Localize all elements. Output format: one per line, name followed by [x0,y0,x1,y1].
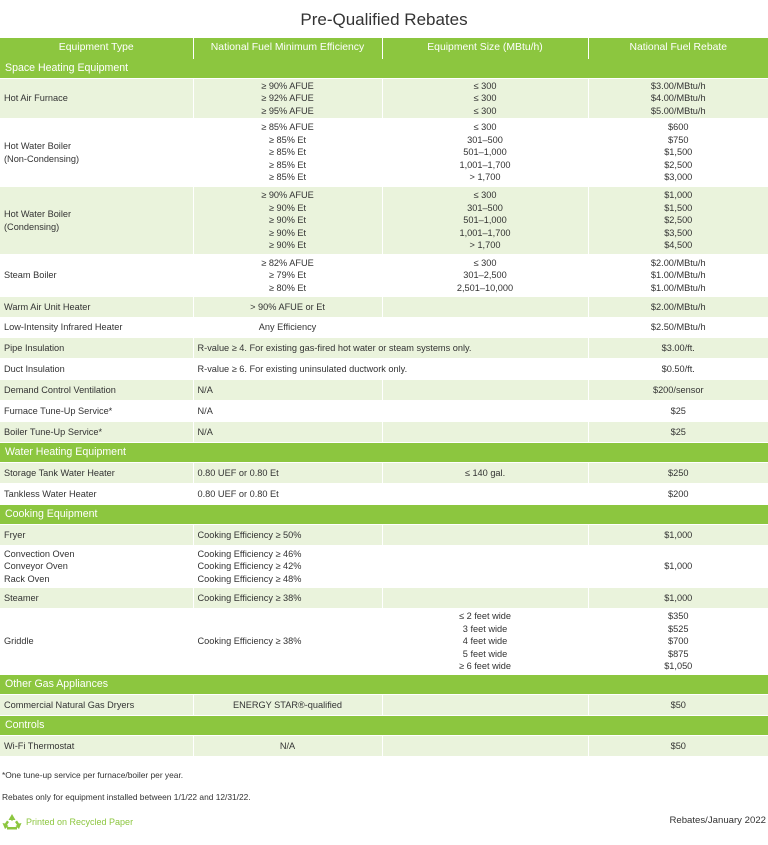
cell-line: $200/sensor [652,384,704,395]
footnote-install-dates: Rebates only for equipment installed between 1/1/22 and 12/31/22. [2,792,251,802]
cell-line: > 90% AFUE or Et [250,301,325,312]
cell-line: Wi-Fi Thermostat [4,740,75,751]
table-row [0,736,768,757]
efficiency-cell [193,318,382,338]
cell-line: Cooking Efficiency ≥ 46% [197,548,302,559]
cell-line: $250 [668,467,689,478]
equipment-size-cell [382,609,588,675]
equipment-type-cell [0,422,193,443]
cell-line: $200 [668,488,689,499]
equipment-type-cell [0,79,193,119]
equipment-size-cell [382,422,588,443]
table-row [0,525,768,546]
equipment-type-cell [0,525,193,546]
cell-line: Cooking Efficiency ≥ 42% [197,561,302,572]
table-row [0,546,768,588]
efficiency-note-cell: R-value ≥ 6. For existing uninsulated ductwork only. [193,359,588,380]
rebate-cell [588,338,768,359]
footnote-tune-up: *One tune-up service per furnace/boiler per year. [2,770,184,780]
rebate-cell [588,79,768,119]
cell-line: ≥ 85% Et [268,159,307,170]
equipment-type-cell [0,463,193,484]
cell-line: $350 [668,611,689,622]
cell-line: $25 [670,405,686,416]
efficiency-cell [193,255,382,297]
cell-line: ≥ 85% Et [268,172,307,183]
recycle-icon [2,813,22,831]
table-row [0,463,768,484]
equipment-size-cell [382,318,588,338]
header-equipment-size: Equipment Size (MBtu/h) [382,38,588,59]
rebate-cell [588,609,768,675]
equipment-size-cell [382,546,588,588]
equipment-size-cell [382,255,588,297]
cell-line: > 1,700 [469,240,501,251]
cell-line: $1,500 [664,202,693,213]
cell-line: ≥ 90% Et [268,240,307,251]
rebate-cell [588,380,768,401]
rebate-cell [588,484,768,505]
section-header [0,716,768,736]
table-row [0,609,768,675]
cell-line: $50 [670,740,686,751]
table-row [0,255,768,297]
efficiency-cell [193,297,382,318]
cell-line: $700 [668,636,689,647]
equipment-type-cell [0,546,193,588]
cell-line: ≥ 90% AFUE [261,190,314,201]
cell-line: N/A [279,740,296,751]
cell-line: $3.00/MBtu/h [650,80,706,91]
efficiency-cell: Cooking Efficiency ≥ 38% [193,609,382,675]
cell-line: $2.50/MBtu/h [650,322,706,333]
cell-line: Commercial Natural Gas Dryers [4,699,135,710]
cell-line: Fryer [4,529,26,540]
rebate-cell [588,297,768,318]
cell-line: ≥ 82% AFUE [261,257,314,268]
cell-line: ≥ 90% Et [268,215,307,226]
section-header [0,675,768,695]
cell-line: Hot Water Boiler [4,140,72,151]
equipment-type-cell [0,297,193,318]
cell-line: ≤ 300 [473,257,497,268]
equipment-size-cell [382,736,588,757]
cell-line: Demand Control Ventilation [4,384,116,395]
cell-line: Cooking Efficiency ≥ 48% [197,573,302,584]
cell-line: 2,501–10,000 [456,282,514,293]
equipment-size-cell [382,463,588,484]
rebates-table [0,38,768,757]
table-row [0,297,768,318]
cell-line: Any Efficiency [258,322,317,333]
cell-line: $1.00/MBtu/h [650,270,706,281]
table-body [0,59,768,757]
rebate-cell [588,695,768,716]
cell-line: ≤ 300 [473,122,497,133]
equipment-type-cell [0,119,193,187]
cell-line: $1.00/MBtu/h [650,282,706,293]
rebate-cell [588,187,768,255]
equipment-size-cell [382,525,588,546]
cell-line: ≥ 79% Et [268,270,307,281]
cell-line: Griddle [4,636,34,647]
cell-line: Tankless Water Heater [4,488,97,499]
rebate-cell [588,359,768,380]
table-header-row [0,38,768,59]
page-title: Pre-Qualified Rebates [300,10,468,29]
cell-line: ≤ 300 [473,190,497,201]
equipment-size-cell [382,695,588,716]
cell-line: $50 [670,699,686,710]
cell-line: ≥ 80% Et [268,282,307,293]
cell-line: 1,001–1,700 [459,159,511,170]
recycled-paper-note [2,813,133,831]
cell-line: $2,500 [664,159,693,170]
cell-line: $5.00/MBtu/h [650,105,706,116]
efficiency-cell [193,79,382,119]
cell-line: ≤ 2 feet wide [458,611,512,622]
efficiency-cell: N/A [193,422,382,443]
cell-line: $600 [668,122,689,133]
rebate-cell [588,422,768,443]
section-title: Space Heating Equipment [0,59,768,79]
cell-line: $2.00/MBtu/h [650,301,706,312]
equipment-size-cell [382,79,588,119]
equipment-type-cell [0,588,193,609]
cell-line: $2.00/MBtu/h [650,257,706,268]
cell-line: > 1,700 [469,172,501,183]
table-row [0,588,768,609]
document-mark: Rebates/January 2022 [669,815,766,826]
cell-line: Duct Insulation [4,363,65,374]
equipment-size-cell [382,588,588,609]
equipment-size-cell [382,401,588,422]
cell-line: $1,500 [664,147,693,158]
table-row [0,422,768,443]
cell-line: $2,500 [664,215,693,226]
table-row [0,318,768,338]
cell-line: $25 [670,426,686,437]
cell-line: ≥ 90% AFUE [261,80,314,91]
efficiency-cell: 0.80 UEF or 0.80 Et [193,484,382,505]
table-row [0,695,768,716]
cell-line: ≤ 300 [473,93,497,104]
cell-line: ≤ 300 [473,105,497,116]
cell-line: ≥ 85% Et [268,147,307,158]
rebate-cell [588,401,768,422]
rebate-cell [588,119,768,187]
equipment-type-cell [0,338,193,359]
cell-line: Furnace Tune-Up Service* [4,405,113,416]
cell-line: $3,500 [664,227,693,238]
cell-line: $0.50/ft. [661,363,695,374]
cell-line: Conveyor Oven [4,561,68,572]
table-row [0,380,768,401]
cell-line: Rack Oven [4,573,50,584]
cell-line: Boiler Tune-Up Service* [4,426,103,437]
section-header [0,443,768,463]
equipment-type-cell [0,380,193,401]
cell-line: ≥ 92% AFUE [261,93,314,104]
table-row [0,484,768,505]
table-row [0,359,768,380]
cell-line: ≤ 300 [473,80,497,91]
cell-line: 4 feet wide [462,636,508,647]
cell-line: 501–1,000 [463,147,507,158]
cell-line: $4.00/MBtu/h [650,93,706,104]
table-row [0,338,768,359]
cell-line: $1,000 [664,561,693,572]
section-header [0,505,768,525]
cell-line: 301–500 [467,134,503,145]
cell-line: Hot Water Boiler [4,208,72,219]
cell-line: $525 [668,623,689,634]
rebate-cell [588,588,768,609]
cell-line: 3 feet wide [462,623,508,634]
section-title: Controls [0,716,768,736]
table-row [0,79,768,119]
equipment-size-cell [382,484,588,505]
table-row [0,119,768,187]
equipment-type-cell [0,695,193,716]
rebate-cell [588,525,768,546]
equipment-type-cell [0,318,193,338]
section-title: Water Heating Equipment [0,443,768,463]
section-title: Other Gas Appliances [0,675,768,695]
cell-line: ≥ 85% Et [268,134,307,145]
cell-line: ENERGY STAR®-qualified [232,699,343,710]
equipment-type-cell [0,736,193,757]
efficiency-cell: Cooking Efficiency ≥ 38% [193,588,382,609]
equipment-type-cell [0,359,193,380]
efficiency-cell [193,187,382,255]
cell-line: 501–1,000 [463,215,507,226]
equipment-type-cell [0,609,193,675]
header-rebate: National Fuel Rebate [588,38,768,59]
cell-line: $4,500 [664,240,693,251]
cell-line: $1,000 [664,190,693,201]
rebate-cell [588,736,768,757]
cell-line: ≥ 90% Et [268,202,307,213]
cell-line: 5 feet wide [462,648,508,659]
equipment-type-cell [0,187,193,255]
cell-line: Warm Air Unit Heater [4,301,91,312]
cell-line: Low-Intensity Infrared Heater [4,322,123,333]
efficiency-cell: N/A [193,380,382,401]
section-header [0,59,768,79]
cell-line: Convection Oven [4,548,75,559]
equipment-size-cell [382,380,588,401]
equipment-size-cell [382,187,588,255]
cell-line: $3,000 [664,172,693,183]
rebate-cell [588,463,768,484]
efficiency-cell [193,119,382,187]
cell-line: Hot Air Furnace [4,93,68,104]
cell-line: $3.00/ft. [661,342,695,353]
cell-line: $1,000 [664,529,693,540]
rebate-cell [588,255,768,297]
cell-line: 301–500 [467,202,503,213]
cell-line: ≥ 6 feet wide [458,661,512,672]
cell-line: ≥ 85% AFUE [261,122,314,133]
header-equipment-type: Equipment Type [0,38,193,59]
cell-line: Storage Tank Water Heater [4,467,115,478]
equipment-type-cell [0,401,193,422]
efficiency-cell [193,546,382,588]
efficiency-cell [193,695,382,716]
efficiency-cell [193,736,382,757]
cell-line: 1,001–1,700 [459,227,511,238]
efficiency-cell: 0.80 UEF or 0.80 Et [193,463,382,484]
cell-line: $1,050 [664,661,693,672]
cell-line: Steamer [4,592,39,603]
table-row [0,401,768,422]
cell-line: $750 [668,134,689,145]
cell-line: $1,000 [664,592,693,603]
cell-line: Pipe Insulation [4,342,65,353]
efficiency-cell: Cooking Efficiency ≥ 50% [193,525,382,546]
efficiency-cell: N/A [193,401,382,422]
header-min-efficiency: National Fuel Minimum Efficiency [193,38,382,59]
equipment-size-cell [382,297,588,318]
cell-line: ≥ 90% Et [268,227,307,238]
rebate-cell [588,318,768,338]
cell-line: 301–2,500 [463,270,507,281]
recycled-paper-text: Printed on Recycled Paper [26,817,134,827]
cell-line: Steam Boiler [4,270,57,281]
efficiency-note-cell: R-value ≥ 4. For existing gas-fired hot water or steam systems only. [193,338,588,359]
rebate-cell [588,546,768,588]
equipment-size-cell [382,119,588,187]
cell-line: ≤ 140 gal. [464,467,506,478]
cell-line: (Non-Condensing) [4,153,80,164]
table-row [0,187,768,255]
section-title: Cooking Equipment [0,505,768,525]
equipment-type-cell [0,484,193,505]
equipment-type-cell [0,255,193,297]
cell-line: $875 [668,648,689,659]
cell-line: (Condensing) [4,221,60,232]
cell-line: ≥ 95% AFUE [261,105,314,116]
